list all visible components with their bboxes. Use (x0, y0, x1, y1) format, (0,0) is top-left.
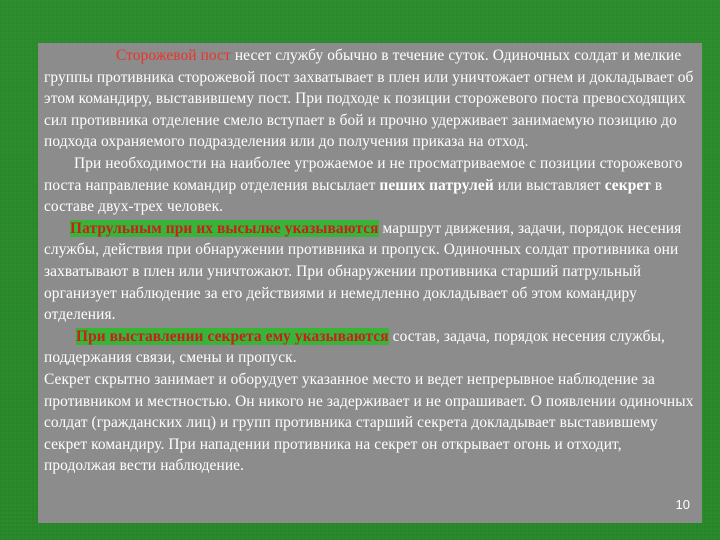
paragraph-text: При необходимости на наиболее угрожаемое и не просматриваемое с позиции сторожевого поста направление командир отделения высылает (44, 154, 683, 194)
paragraph-text: состав, задача, порядок несения службы, поддержания связи, смены и пропуск. (44, 327, 665, 367)
term-secret: секрет (604, 176, 651, 194)
paragraph-text: несет службу обычно в течение суток. Одиночных солдат и мелкие группы противника сторожевой пост захватывает в плен или уничтожает огнем и докладывает об этом командиру, выставившему пост. При подходе к позиции сторожевого поста превосходящих сил противника отделение смело вступает в бой и прочно удерживает занимаемую позицию до подхода охраняемого подразделения или до получения приказа на отход. (44, 47, 694, 151)
text-panel (38, 43, 702, 523)
paragraph-patrol-orders (44, 218, 696, 326)
paragraph-secret-orders (44, 326, 696, 369)
term-patrol-orders: Патрульным при их высылке указываются (70, 219, 379, 237)
term-secret-orders: При выставлении секрета ему указываются (76, 327, 389, 345)
paragraph-text: в составе двух-трех человек. (44, 176, 663, 216)
page-number: 10 (675, 497, 690, 512)
term-foot-patrols: пеших патрулей (379, 176, 494, 194)
term-sentry-post: Сторожевой пост (116, 47, 231, 64)
paragraph-text: Секрет скрытно занимает и оборудует указанное место и ведет непрерывное наблюдение за противником и местностью. Он никого не задерживает и не опрашивает. О появлении одиночных солдат (гражданских лиц) и групп противника старший секрета докладывает выставившему секрет командиру. При нападении противника на секрет он открывает огонь и отходит, продолжая вести наблюдение. (44, 370, 694, 475)
paragraph-sentry-post (44, 45, 696, 153)
paragraph-secret-duty (44, 369, 696, 477)
paragraph-text: маршрут движения, задачи, порядок несения службы, действия при обнаружении противника и пропуск. Одиночных солдат противника они захватывают в плен или уничтожают. При обнаружении противника старший патрульный организует наблюдение за его действиями и немедленно докладывает об этом командиру отделения. (44, 219, 682, 324)
paragraph-patrols (44, 153, 696, 218)
paragraph-text: или выставляет (493, 176, 605, 194)
